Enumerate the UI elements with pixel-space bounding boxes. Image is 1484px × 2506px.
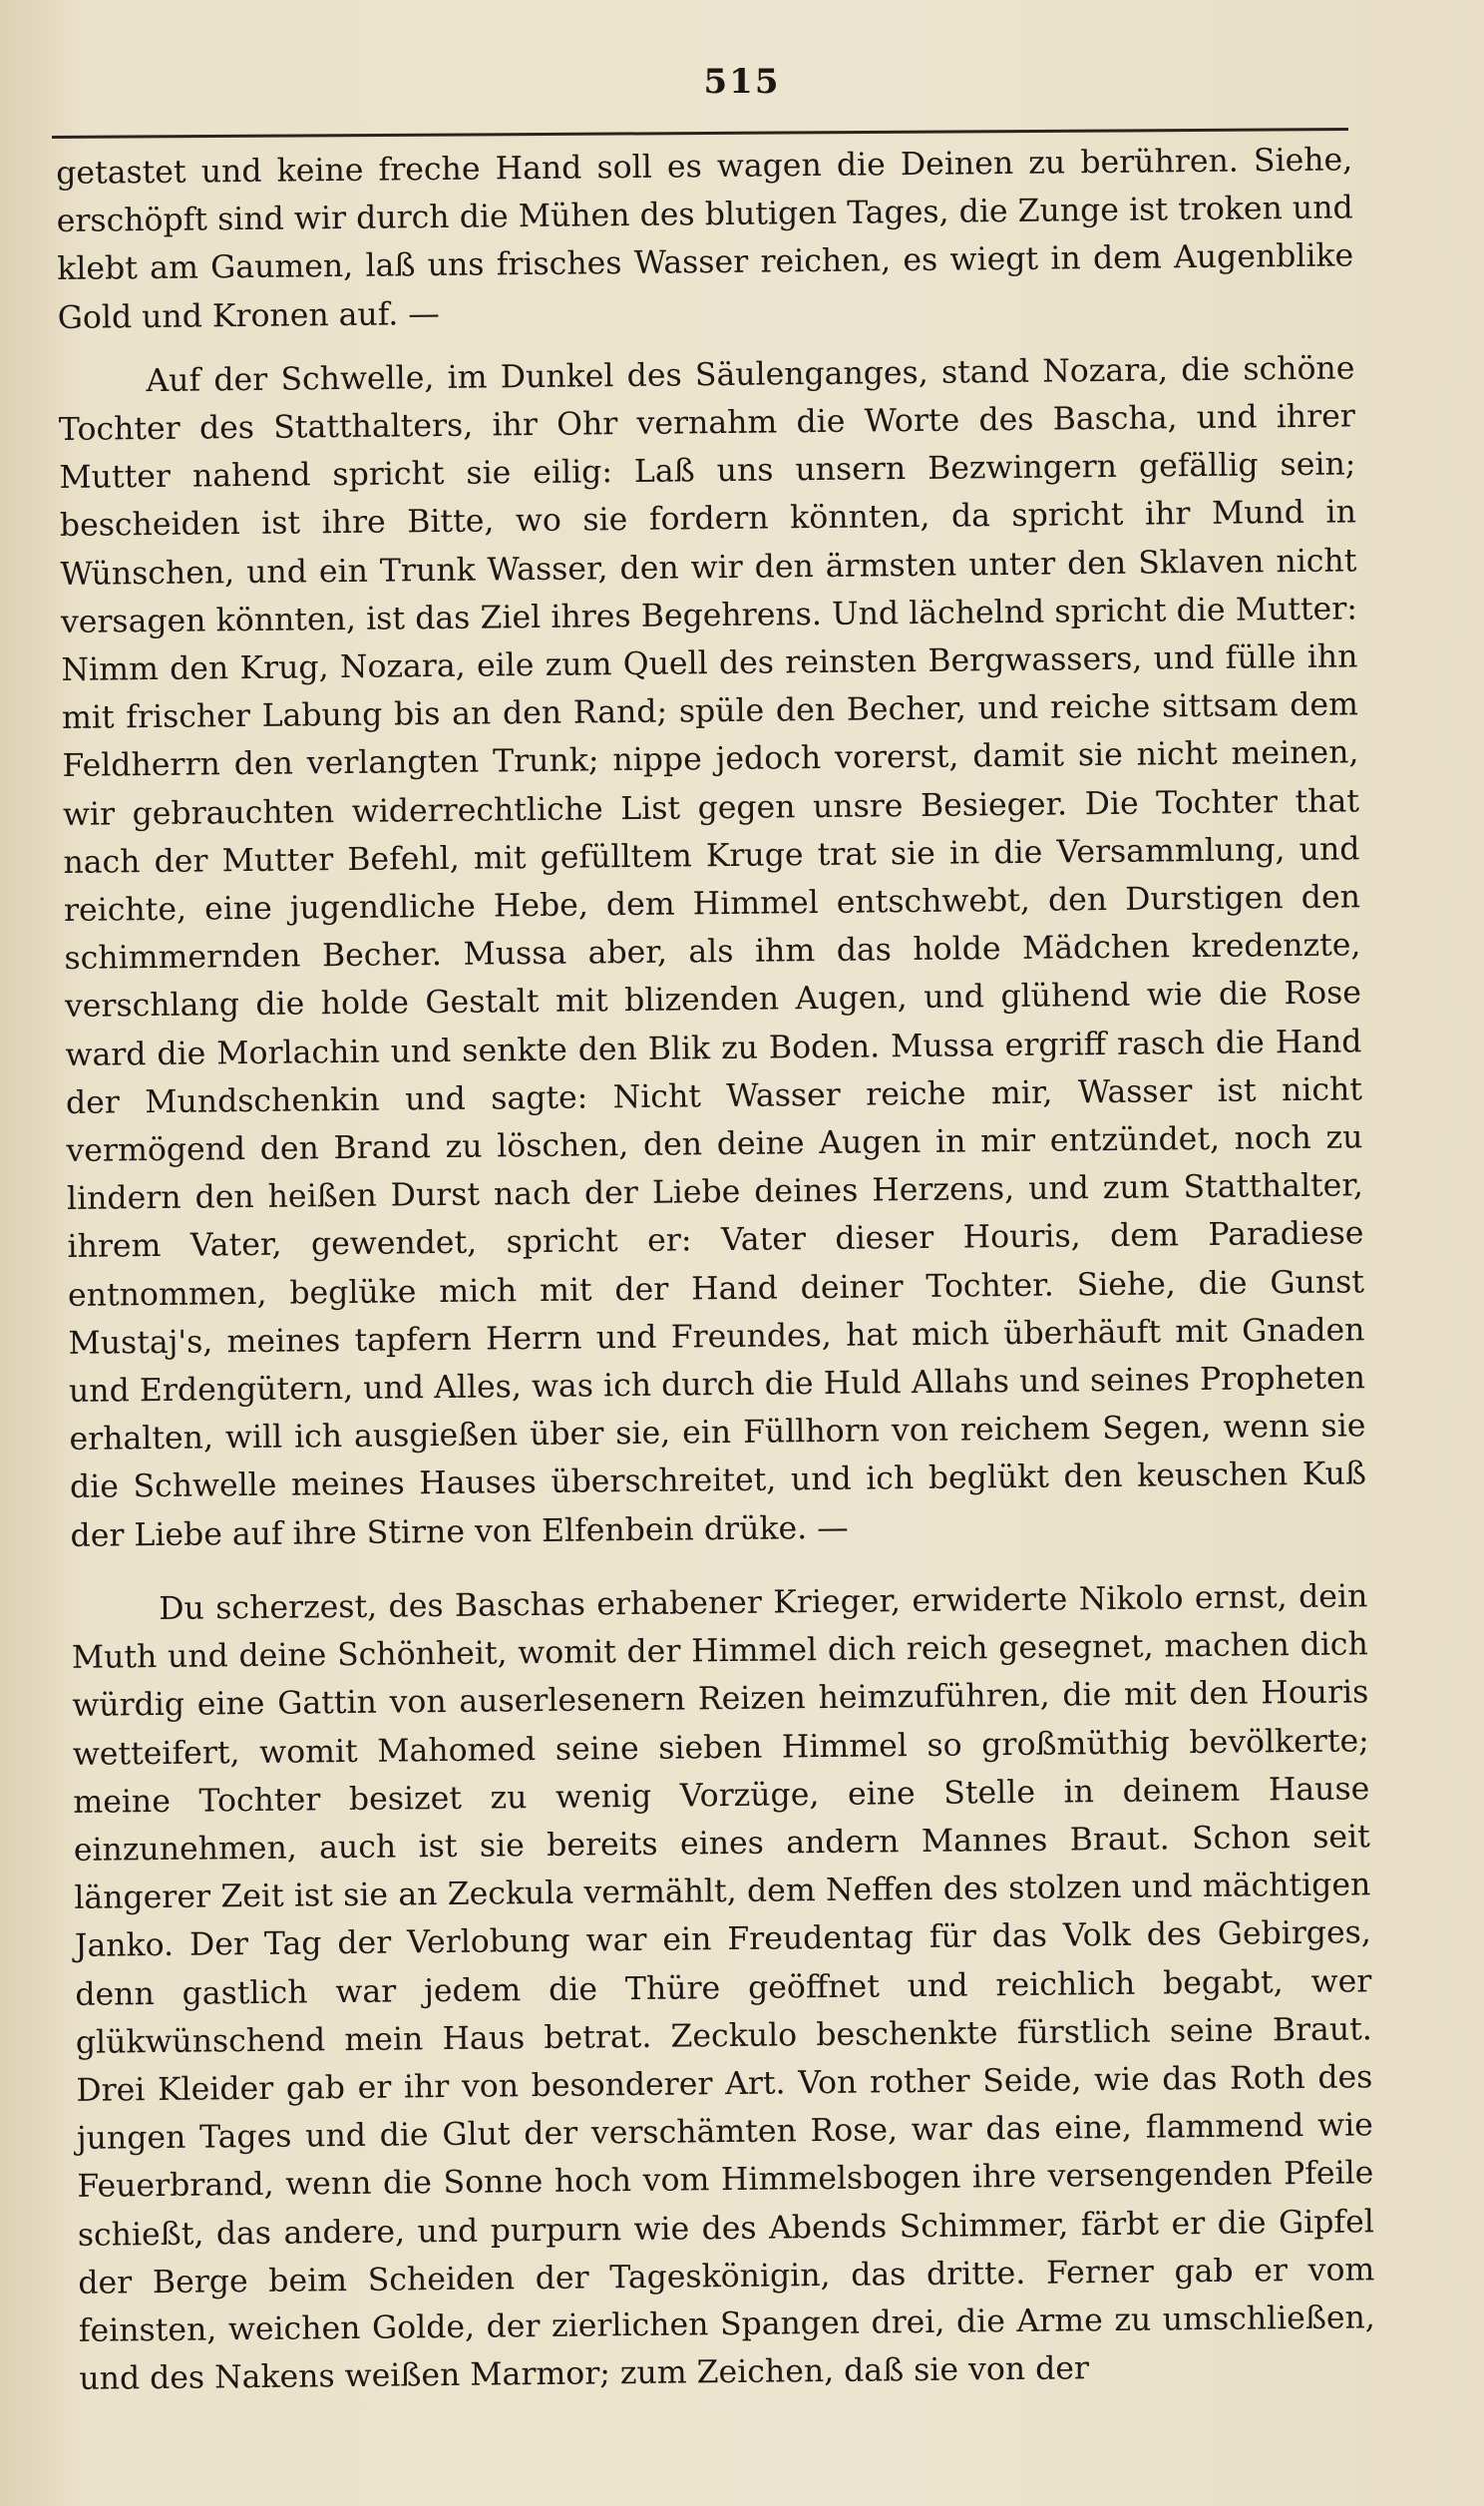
header-rule <box>52 128 1348 139</box>
paragraph: Du scherzest, des Baschas erhabener Krieger, erwiderte Nikolo ernst, dein Muth und deine Schönheit, womit der Himmel dich reich gesegnet, machen dich würdig eine Gattin von auserlesenern Reizen heimzuführen, die mit den Houris wetteifert, womit Mahomed seine sieben Himmel so großmüthig bevölkerte; meine Tochter besizet zu wenig Vorzüge, eine Stelle in deinem Hause einzunehmen, auch ist sie bereits eines andern Mannes Braut. Schon seit längerer Zeit ist sie an Zeckula vermählt, dem Neffen des stolzen und mächtigen Janko. Der Tag der Verlobung war ein Freudentag für das Volk des Gebirges, denn gastlich war jedem die Thüre geöffnet und reichlich begabt, wer glükwünschend mein Haus betrat. Zeckulo beschenkte fürstlich seine Braut. Drei Kleider gab er ihr von besonderer Art. Von rother Seide, wie das Roth des jungen Tages und die Glut der verschämten Rose, war das eine, flammend wie Feuerbrand, wenn die Sonne hoch vom Himmelsbogen ihre versengenden Pfeile schießt, das andere, und purpurn wie des Abends Schimmer, färbt er die Gipfel der Berge beim Scheiden der Tageskönigin, das dritte. Ferner gab er vom feinsten, weichen Golde, der zierlichen Spangen drei, die Arme zu umschließen, und des Nakens weißen Marmor; zum Zeichen, daß sie von der <box>71 1578 1376 2398</box>
body-text <box>56 136 1376 2403</box>
page-number: 515 <box>703 62 781 102</box>
paragraph: Auf der Schwelle, im Dunkel des Säulenganges, stand Nozara, die schöne Tochter des Statthalters, ihr Ohr vernahm die Worte des Bascha, und ihrer Mutter nahend spricht sie eilig: Laß uns unsern Bezwingern gefällig sein; bescheiden ist ihre Bitte, wo sie fordern könnten, da spricht ihr Mund in Wünschen, und ein Trunk Wasser, den wir den ärmsten unter den Sklaven nicht versagen könnten, ist das Ziel ihres Begehrens. Und lächelnd spricht die Mutter: Nimm den Krug, Nozara, eile zum Quell des reinsten Bergwassers, und fülle ihn mit frischer Labung bis an den Rand; spüle den Becher, und reiche sittsam dem Feldherrn den verlangten Trunk; nippe jedoch vorerst, damit sie nicht meinen, wir gebrauchten widerrechtliche List gegen unsre Besieger. Die Tochter that nach der Mutter Befehl, mit gefülltem Kruge trat sie in die Versammlung, und reichte, eine jugendliche Hebe, dem Himmel entschwebt, den Durstigen den schimmernden Becher. Mussa aber, als ihm das holde Mädchen kredenzte, verschlang die holde Gestalt mit blizenden Augen, und glühend wie die Rose ward die Morlachin und senkte den Blik zu Boden. Mussa ergriff rasch die Hand der Mundschenkin und sagte: Nicht Wasser reiche mir, Wasser ist nicht vermögend den Brand zu löschen, den deine Augen in mir entzündet, noch zu lindern den heißen Durst nach der Liebe deines Herzens, und zum Statthalter, ihrem Vater, gewendet, spricht er: Vater dieser Houris, dem Paradiese entnommen, beglüke mich mit der Hand deiner Tochter. Siehe, die Gunst Mustaj's, meines tapfern Herrn und Freundes, hat mich überhäuft mit Gnaden und Erdengütern, und Alles, was ich durch die Huld Allahs und seines Propheten erhalten, will ich ausgießen über sie, ein Füllhorn von reichem Segen, wenn sie die Schwelle meines Hauses überschreitet, und ich beglükt den keuschen Kuß der Liebe auf ihre Stirne von Elfenbein drüke. — <box>58 350 1367 1554</box>
paragraph: getastet und keine freche Hand soll es wagen die Deinen zu berühren. Siehe, erschöpft sind wir durch die Mühen des blutigen Tages, die Zunge ist troken und klebt am Gaumen, laß uns frisches Wasser reichen, es wiegt in dem Augenblike Gold und Kronen auf. — <box>56 142 1354 336</box>
